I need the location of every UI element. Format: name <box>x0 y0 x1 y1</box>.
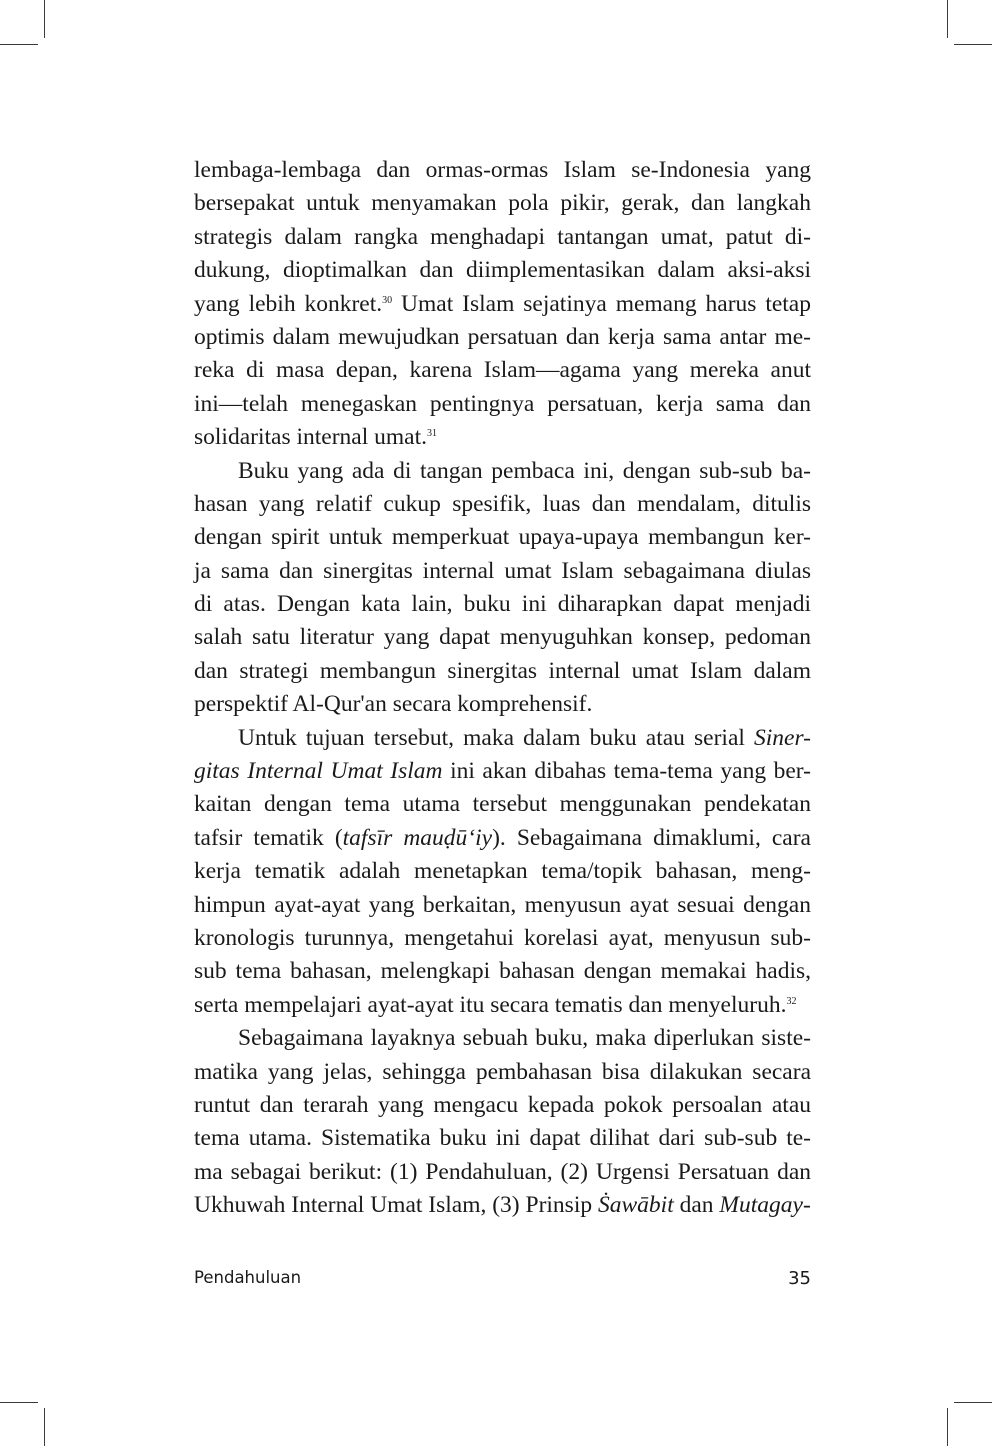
crop-mark-bottom-right-h <box>954 1402 992 1403</box>
text-run: lembaga-lembaga dan ormas-ormas Islam se-Indonesia yang <box>194 157 811 183</box>
text-line <box>194 588 811 621</box>
text-line <box>194 1189 811 1222</box>
text-line <box>194 755 811 788</box>
text-line <box>194 788 811 821</box>
text-line <box>194 1022 811 1055</box>
crop-mark-top-right-h <box>954 44 992 45</box>
body-text <box>194 154 811 1223</box>
text-line <box>194 354 811 387</box>
text-run: dengan spirit untuk memperkuat upaya-upaya membangun ker- <box>194 524 811 551</box>
text-line <box>194 889 811 922</box>
crop-mark-bottom-right-v <box>947 1408 948 1446</box>
text-run: reka di masa depan, karena Islam—agama yang mereka anut <box>194 357 811 384</box>
text-run: kaitan dengan tema utama tersebut menggunakan pendekatan <box>194 791 811 818</box>
text-line <box>194 388 811 421</box>
text-line <box>194 1156 811 1189</box>
text-line <box>194 655 811 688</box>
text-run: di atas. Dengan kata lain, buku ini diharapkan dapat menjadi <box>194 591 811 618</box>
text-run: sub tema bahasan, melengkapi bahasan dengan memakai hadis, <box>194 958 811 985</box>
text-run: serta mempelajari ayat-ayat itu secara tematis dan menyeluruh. <box>194 991 787 1018</box>
text-line <box>194 555 811 588</box>
italic-term: Siner- <box>754 724 811 751</box>
crop-mark-top-left-h <box>0 44 38 45</box>
footnote-marker: 32 <box>786 995 797 1007</box>
text-run: dukung, dioptimalkan dan diimplementasikan dalam aksi-aksi <box>194 257 811 284</box>
paragraph <box>194 154 811 455</box>
text-line <box>194 722 811 755</box>
text-run: hasan yang relatif cukup spesifik, luas dan mendalam, ditulis <box>194 490 811 517</box>
running-footer-title: Pendahuluan <box>194 1268 302 1287</box>
text-line <box>194 1089 811 1122</box>
italic-term: Ṡawābit <box>598 1192 674 1219</box>
text-line <box>194 989 811 1022</box>
text-run: kerja tematik adalah menetapkan tema/topik bahasan, meng- <box>194 858 811 885</box>
text-run: tafsir tematik ( <box>194 824 343 851</box>
text-run: Ukhuwah Internal Umat Islam, (3) Prinsip <box>194 1192 598 1219</box>
text-line <box>194 421 811 454</box>
text-line <box>194 154 811 187</box>
text-run: bersepakat untuk menyamakan pola pikir, gerak, dan langkah <box>194 190 811 217</box>
text-run: optimis dalam mewujudkan persatuan dan kerja sama antar me- <box>194 323 811 350</box>
text-run: Umat Islam sejatinya memang harus tetap <box>392 290 811 317</box>
italic-term: Mutagay- <box>719 1192 811 1219</box>
text-run: runtut dan terarah yang mengacu kepada pokok persoalan atau <box>194 1091 811 1118</box>
page-number: 35 <box>788 1268 811 1289</box>
text-run: ma sebagai berikut: (1) Pendahuluan, (2) Urgensi Persatuan dan <box>194 1158 811 1185</box>
text-line <box>194 187 811 220</box>
text-line <box>194 321 811 354</box>
footnote-marker: 31 <box>426 428 437 440</box>
text-run: ini—telah menegaskan pentingnya persatuan, kerja sama dan <box>194 390 811 417</box>
text-run: yang lebih konkret. <box>194 290 383 317</box>
text-line <box>194 1122 811 1155</box>
text-run: Buku yang ada di tangan pembaca ini, dengan sub-sub ba- <box>238 457 811 484</box>
text-run: ja sama dan sinergitas internal umat Islam sebagaimana diulas <box>194 557 811 584</box>
text-run: solidaritas internal umat. <box>194 424 427 451</box>
text-line <box>194 221 811 254</box>
text-run: kronologis turunnya, mengetahui korelasi ayat, menyusun sub- <box>194 924 811 951</box>
text-run: dan strategi membangun sinergitas internal umat Islam dalam <box>194 657 811 684</box>
crop-mark-bottom-left-h <box>0 1402 38 1403</box>
text-line <box>194 254 811 287</box>
text-run: salah satu literatur yang dapat menyuguhkan konsep, pedoman <box>194 624 811 651</box>
text-run: Untuk tujuan tersebut, maka dalam buku atau serial <box>238 724 755 751</box>
text-line <box>194 688 811 721</box>
crop-mark-top-right-v <box>947 0 948 38</box>
text-line <box>194 822 811 855</box>
text-run: ini akan dibahas tema-tema yang ber- <box>442 758 811 785</box>
text-run: Sebagaimana layaknya sebuah buku, maka diperlukan siste- <box>238 1025 811 1052</box>
text-run: dan <box>673 1192 720 1219</box>
text-run: perspektif Al-Qur'an secara komprehensif. <box>194 691 593 718</box>
text-run: himpun ayat-ayat yang berkaitan, menyusun ayat sesuai dengan <box>194 891 811 918</box>
text-line <box>194 621 811 654</box>
italic-term: gitas Internal Umat Islam <box>194 758 443 785</box>
footnote-marker: 30 <box>382 294 393 306</box>
text-run: strategis dalam rangka menghadapi tantangan umat, patut di- <box>194 223 811 250</box>
crop-mark-bottom-left-v <box>44 1408 45 1446</box>
text-line <box>194 922 811 955</box>
text-line <box>194 855 811 888</box>
text-line <box>194 955 811 988</box>
text-line <box>194 1056 811 1089</box>
paragraph <box>194 455 811 722</box>
paragraph <box>194 722 811 1023</box>
text-line <box>194 488 811 521</box>
text-run: ). Sebagaimana dimaklumi, cara <box>492 824 811 851</box>
paragraph <box>194 1022 811 1222</box>
italic-term: tafsīr mauḍū‘iy <box>342 824 493 851</box>
text-line <box>194 288 811 321</box>
text-line <box>194 521 811 554</box>
text-run: matika yang jelas, sehingga pembahasan bisa dilakukan secara <box>194 1058 811 1085</box>
text-line <box>194 455 811 488</box>
text-run: tema utama. Sistematika buku ini dapat dilihat dari sub-sub te- <box>194 1125 811 1152</box>
crop-mark-top-left-v <box>44 0 45 38</box>
